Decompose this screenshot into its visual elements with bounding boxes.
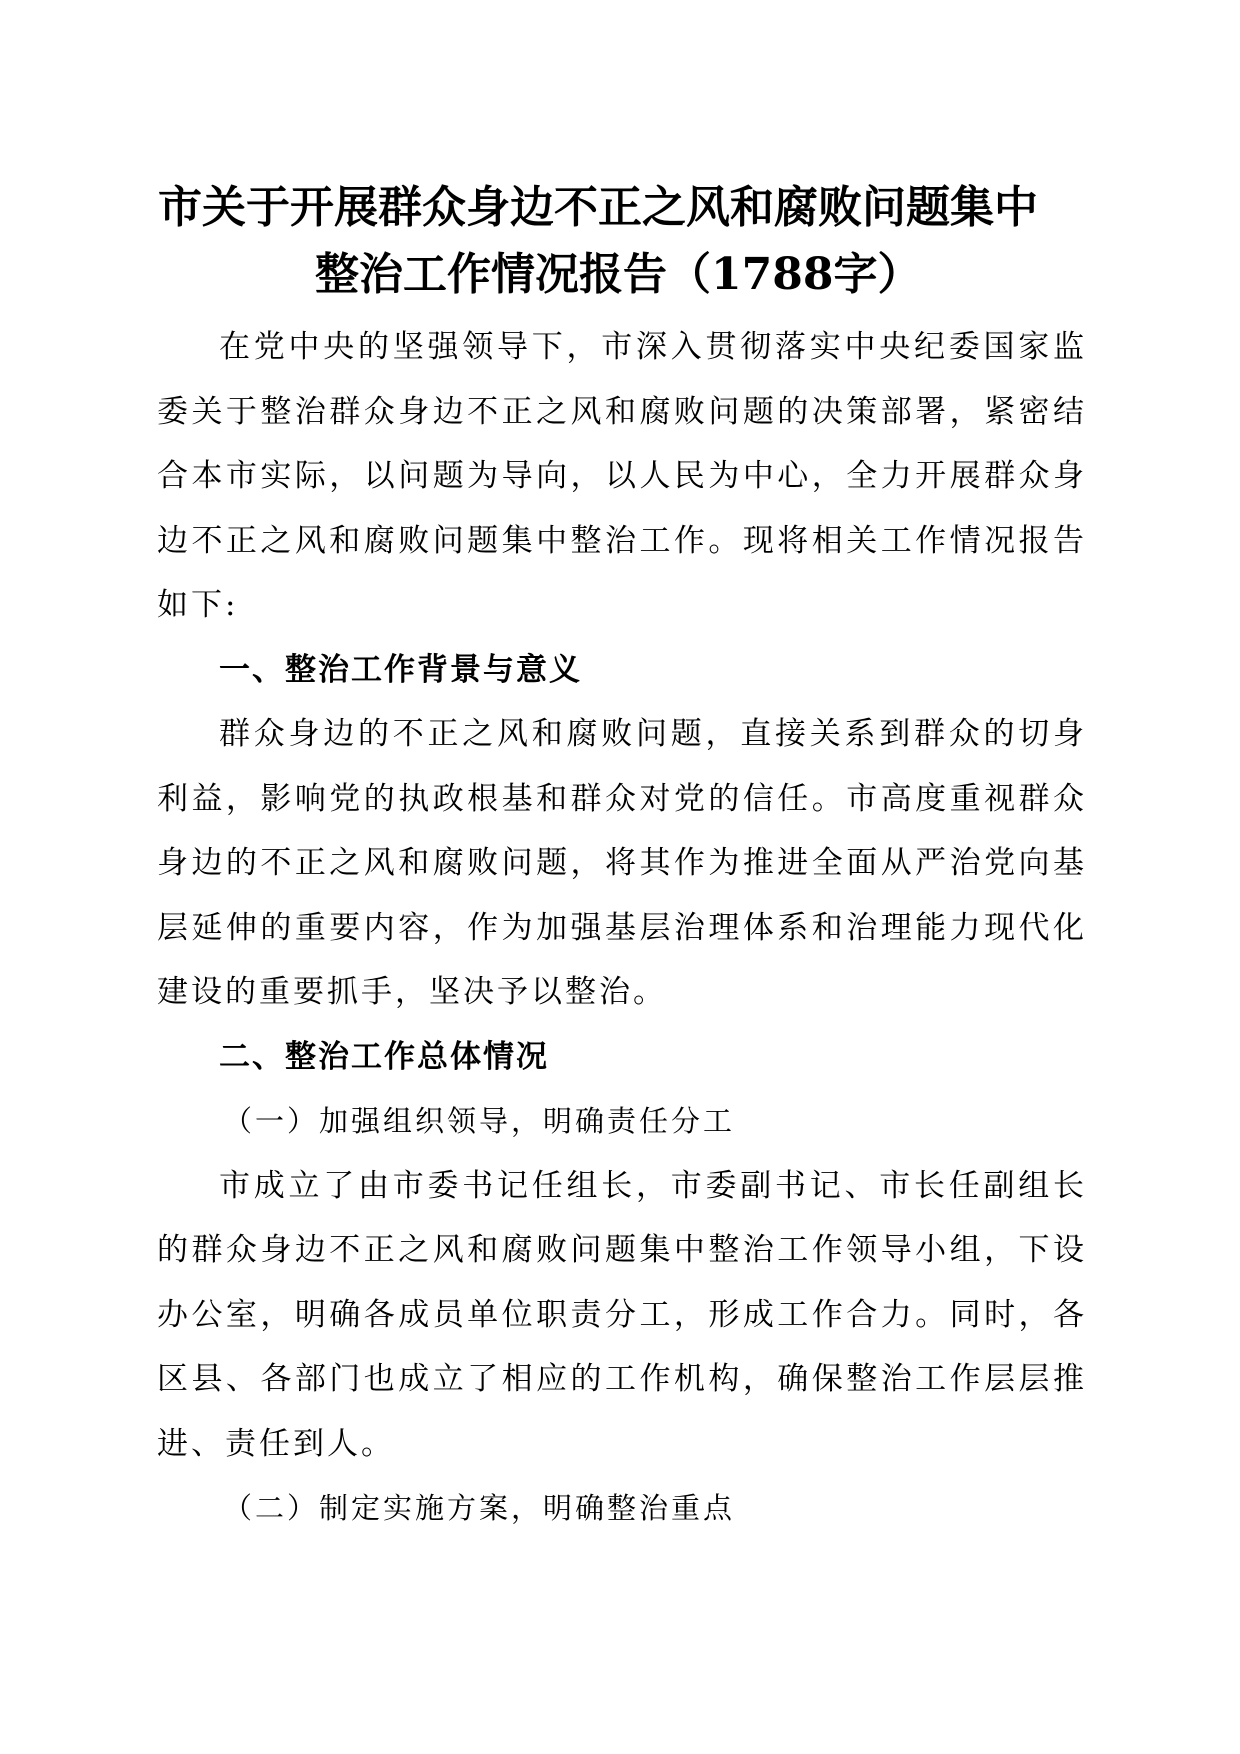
subsection-1-heading: （一）加强组织领导，明确责任分工	[223, 1104, 736, 1138]
document-title-line-1: 市关于开展群众身边不正之风和腐败问题集中	[158, 182, 1038, 233]
subsection-2-heading: （二）制定实施方案，明确整治重点	[223, 1491, 736, 1525]
document-body	[157, 315, 1087, 1541]
section-1-paragraph: 群众身边的不正之风和腐败问题，直接关系到群众的切身利益，影响党的执政根基和群众对党的信任。市高度重视群众身边的不正之风和腐败问题，将其作为推进全面从严治党向基层延伸的重要内容，作为加强基层治理体系和治理能力现代化建设的重要抓手，坚决予以整治。	[157, 716, 1087, 1010]
subsection-1-paragraph: 市成立了由市委书记任组长，市委副书记、市长任副组长的群众身边不正之风和腐败问题集中整治工作领导小组，下设办公室，明确各成员单位职责分工，形成工作合力。同时，各区县、各部门也成立了相应的工作机构，确保整治工作层层推进、责任到人。	[157, 1167, 1087, 1462]
intro-paragraph: 在党中央的坚强领导下，市深入贯彻落实中央纪委国家监委关于整治群众身边不正之风和腐败问题的决策部署，紧密结合本市实际，以问题为导向，以人民为中心，全力开展群众身边不正之风和腐败问题集中整治工作。现将相关工作情况报告如下:	[157, 329, 1087, 623]
section-2-heading: 二、整治工作总体情况	[219, 1038, 549, 1075]
document-title-line-2: 整治工作情况报告（1788字）	[315, 249, 922, 300]
section-1-heading: 一、整治工作背景与意义	[219, 651, 582, 688]
